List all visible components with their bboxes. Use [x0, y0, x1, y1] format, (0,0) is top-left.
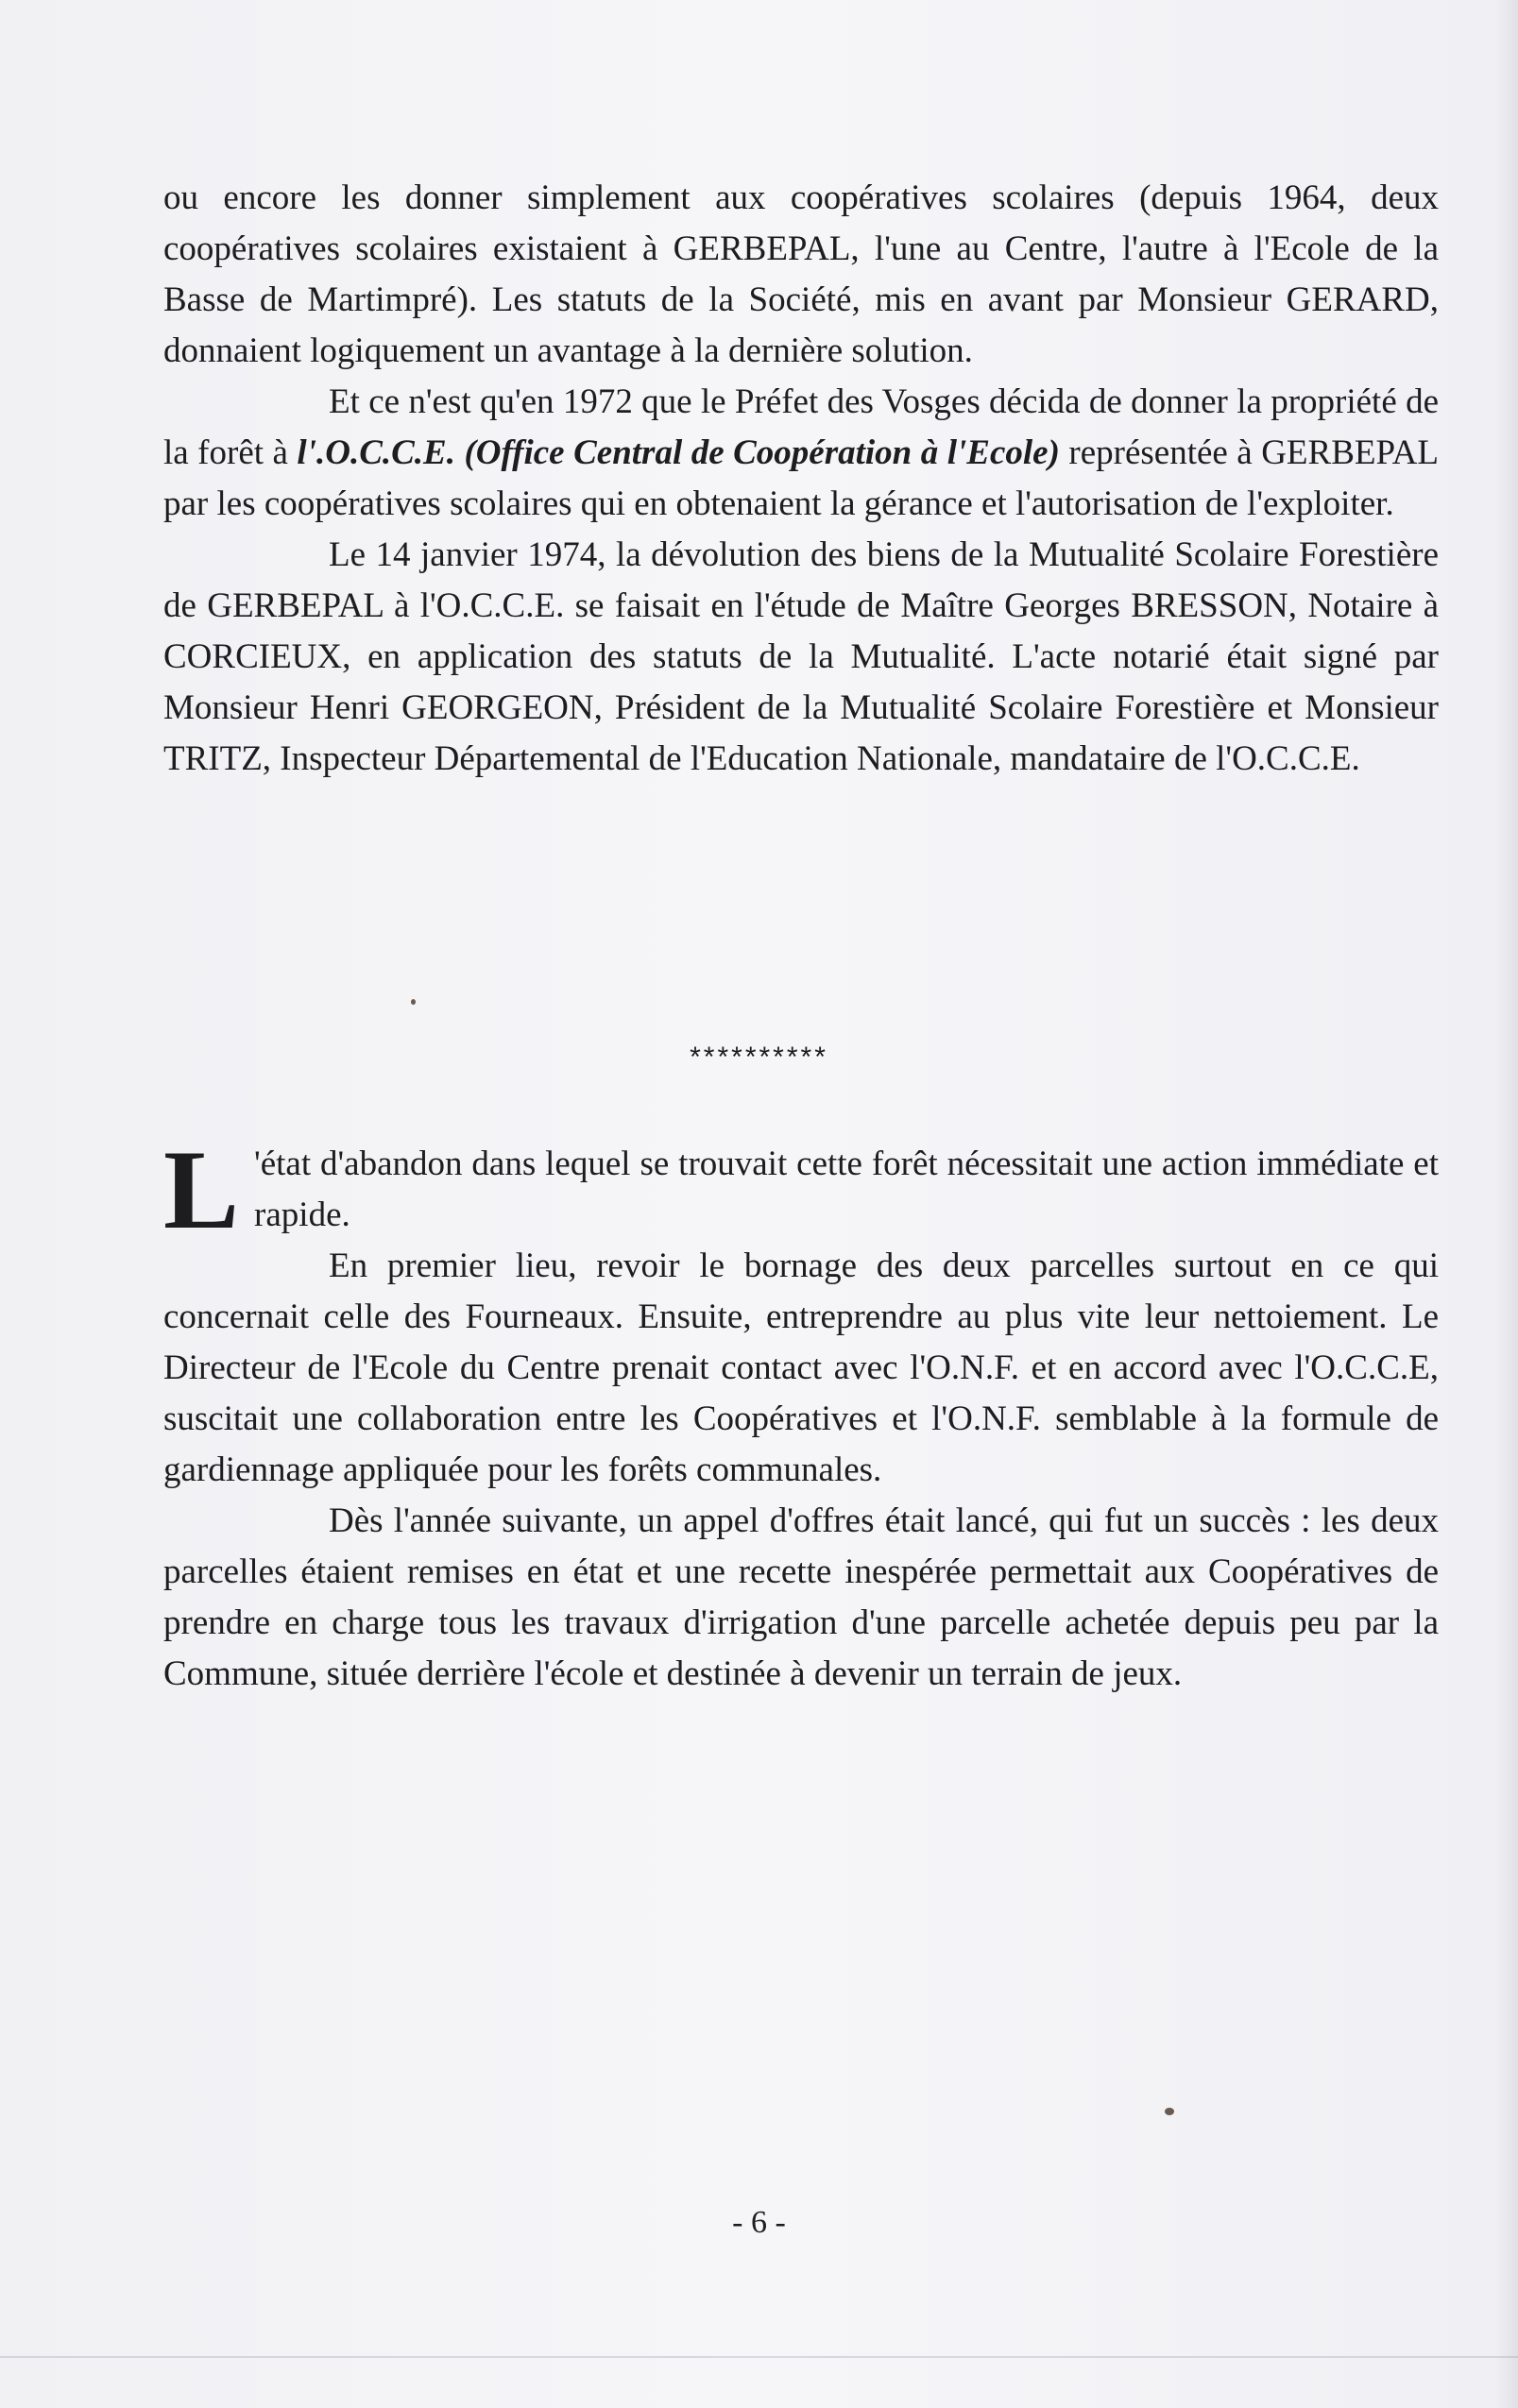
drop-cap: L: [163, 1127, 240, 1252]
paragraph-2-end: représentée à GERBEPAL par les coopératives scolaires qui en obtenaient la gérance et l'autorisation de l'exploiter.: [163, 433, 1439, 523]
page-number: - 6 -: [732, 2205, 786, 2240]
section-separator: **********: [690, 1042, 828, 1073]
ink-speck: [1165, 2108, 1174, 2115]
text-section-bottom: [163, 1127, 1439, 1700]
paragraph-4-text: 'état d'abandon dans lequel se trouvait cette forêt nécessitait une action immédiate et rapide.: [254, 1145, 1439, 1234]
paragraph-5: En premier lieu, revoir le bornage des deux parcelles surtout en ce qui concernait celle des Fourneaux. Ensuite, entreprendre au plus vite leur nettoiement. Le Directeur de l'Ecole du Centre prenait contact avec l'O.N.F. et en accord avec l'O.C.C.E, suscitait une collaboration entre les Coopératives et l'O.N.F. semblable à la formule de gardiennage appliquée pour les forêts communales.: [163, 1246, 1439, 1489]
paragraph-4: [163, 1127, 1439, 1252]
paragraph-1: ou encore les donner simplement aux coopératives scolaires (depuis 1964, deux coopératives scolaires existaient à GERBEPAL, l'une au Centre, l'autre à l'Ecole de la Basse de Martimpré). Les statuts de la Société, mis en avant par Monsieur GERARD, donnaient logiquement un avantage à la dernière solution.: [163, 178, 1439, 370]
paragraph-3: Le 14 janvier 1974, la dévolution des biens de la Mutualité Scolaire Forestière de GERBEPAL à l'O.C.C.E. se faisait en l'étude de Maître Georges BRESSON, Notaire à CORCIEUX, en application des statuts de la Mutualité. L'acte notarié était signé par Monsieur Henri GEORGEON, Président de la Mutualité Scolaire Forestière et Monsieur TRITZ, Inspecteur Départemental de l'Education Nationale, mandataire de l'O.C.C.E.: [163, 535, 1439, 778]
page-fold-line: [0, 2356, 1518, 2358]
paragraph-2: [163, 377, 1439, 530]
paragraph-6: Dès l'année suivante, un appel d'offres était lancé, qui fut un succès : les deux parcelles étaient remises en état et une recette inespérée permettait aux Coopératives de prendre en charge tous les travaux d'irrigation d'une parcelle achetée depuis peu par la Commune, située derrière l'école et destinée à devenir un terrain de jeux.: [163, 1501, 1439, 1693]
occe-emphasis: l'.O.C.C.E. (Office Central de Coopération à l'Ecole): [297, 433, 1060, 472]
ink-speck: [411, 999, 416, 1005]
text-section-top: [163, 173, 1439, 785]
page-edge-shadow: [1495, 0, 1518, 2408]
paragraph-2-start: Et ce n'est qu'en 1972 que le Préfet des Vosges décida de donner la propriété de la forêt à: [163, 382, 1439, 472]
